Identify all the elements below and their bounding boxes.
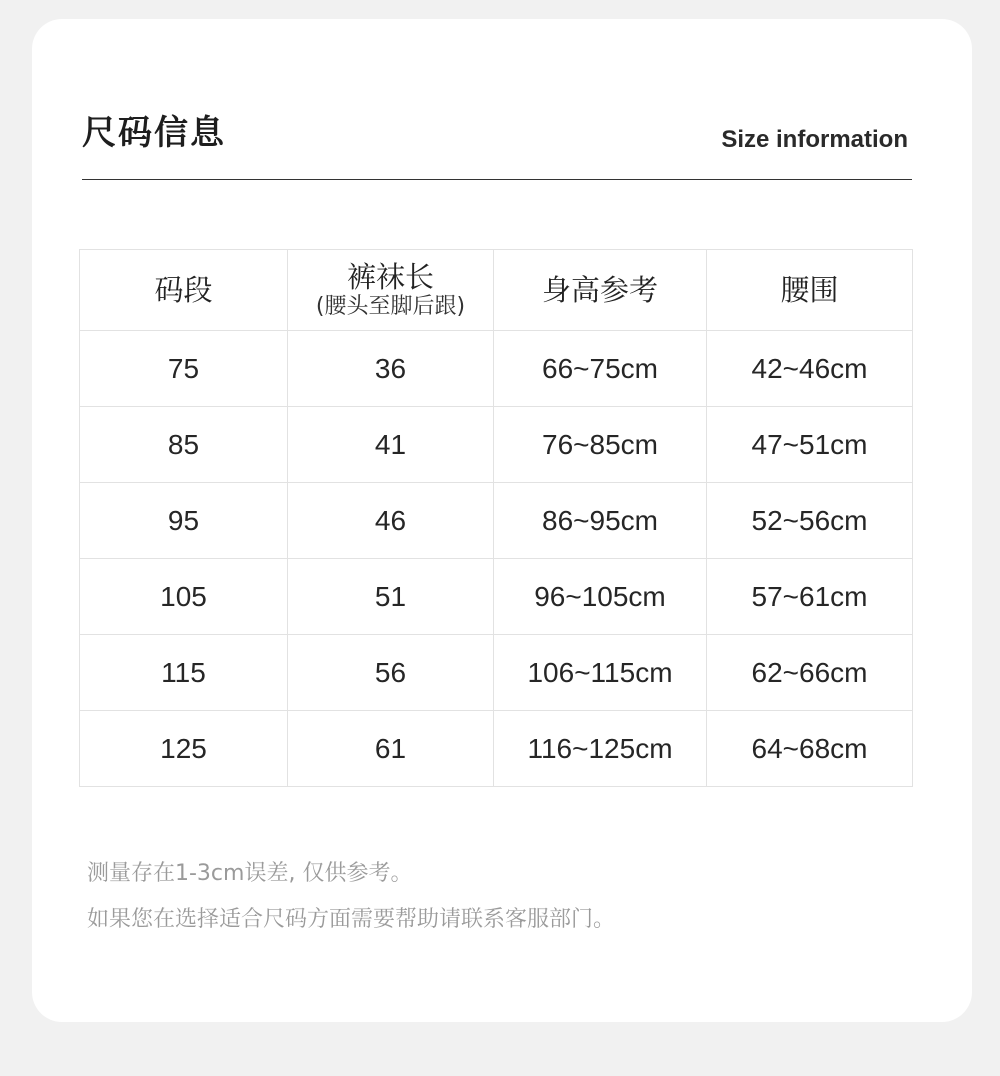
cell-waist: 57~61cm bbox=[707, 559, 913, 635]
cell-waist: 42~46cm bbox=[707, 331, 913, 407]
title-divider bbox=[82, 179, 912, 180]
cell-size: 115 bbox=[80, 635, 288, 711]
table-row bbox=[80, 483, 913, 559]
cell-size: 85 bbox=[80, 407, 288, 483]
table-header-row bbox=[80, 250, 913, 331]
cell-waist: 52~56cm bbox=[707, 483, 913, 559]
cell-waist: 62~66cm bbox=[707, 635, 913, 711]
cell-height-reference: 66~75cm bbox=[494, 331, 707, 407]
note-measurement-error: 测量存在1-3cm误差, 仅供参考。 bbox=[87, 861, 413, 886]
table-row bbox=[80, 331, 913, 407]
cell-height-reference: 76~85cm bbox=[494, 407, 707, 483]
cell-height-reference: 96~105cm bbox=[494, 559, 707, 635]
cell-size: 125 bbox=[80, 711, 288, 787]
table-row bbox=[80, 711, 913, 787]
cell-tights-length: 51 bbox=[288, 559, 494, 635]
cell-tights-length: 41 bbox=[288, 407, 494, 483]
column-header-height-reference: 身高参考 bbox=[494, 250, 707, 331]
cell-tights-length: 56 bbox=[288, 635, 494, 711]
page-subtitle: Size information bbox=[721, 126, 908, 153]
table-row bbox=[80, 559, 913, 635]
cell-waist: 64~68cm bbox=[707, 711, 913, 787]
measurement-notes bbox=[87, 851, 615, 943]
cell-height-reference: 116~125cm bbox=[494, 711, 707, 787]
cell-tights-length: 36 bbox=[288, 331, 494, 407]
cell-size: 95 bbox=[80, 483, 288, 559]
page-title: 尺码信息 bbox=[82, 113, 226, 153]
cell-size: 105 bbox=[80, 559, 288, 635]
cell-height-reference: 86~95cm bbox=[494, 483, 707, 559]
cell-height-reference: 106~115cm bbox=[494, 635, 707, 711]
size-table bbox=[79, 249, 913, 787]
table-row bbox=[80, 407, 913, 483]
column-header-tights-length: 裤袜长 (腰头至脚后跟) bbox=[288, 250, 494, 331]
size-info-card bbox=[32, 19, 972, 1022]
cell-tights-length: 61 bbox=[288, 711, 494, 787]
column-header-size: 码段 bbox=[80, 250, 288, 331]
cell-tights-length: 46 bbox=[288, 483, 494, 559]
column-header-tights-length-note: (腰头至脚后跟) bbox=[315, 294, 466, 319]
note-contact-support: 如果您在选择适合尺码方面需要帮助请联系客服部门。 bbox=[87, 907, 616, 932]
table-row bbox=[80, 635, 913, 711]
cell-size: 75 bbox=[80, 331, 288, 407]
column-header-waist: 腰围 bbox=[707, 250, 913, 331]
cell-waist: 47~51cm bbox=[707, 407, 913, 483]
